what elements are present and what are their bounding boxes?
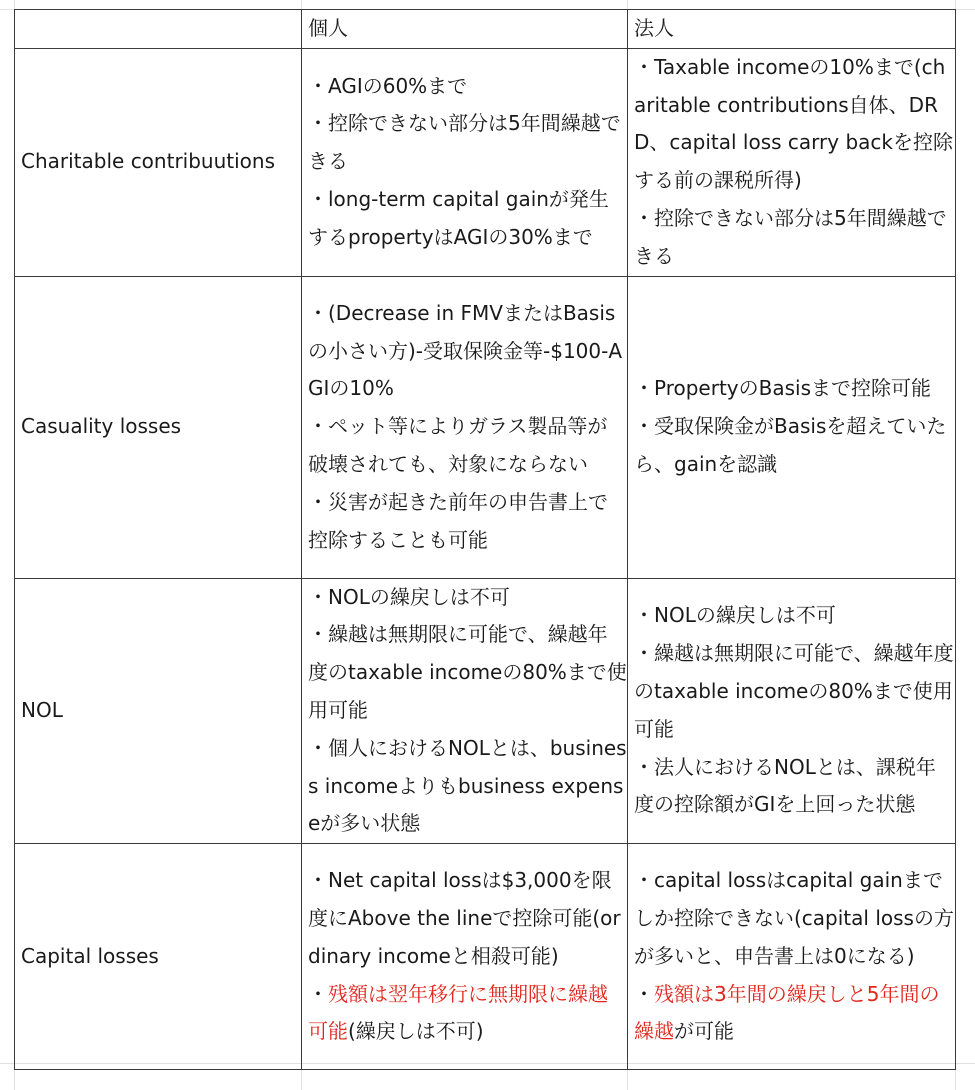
bullet-item (308, 730, 627, 843)
cell-text: ・PropertyのBasisまで控除可能 (634, 376, 932, 401)
bullet-item (634, 200, 955, 276)
bullet-item (308, 862, 627, 975)
cell-text: ・受取保険金がBasisを超えていたら、gainを認識 (634, 414, 947, 476)
cell-text: (繰戻しは不可) (348, 1019, 484, 1044)
cell-individual[interactable] (302, 578, 628, 844)
cell-individual[interactable] (302, 48, 628, 276)
cell-text: が可能 (674, 1019, 734, 1044)
bullet-item (634, 49, 955, 200)
cell-individual[interactable] (302, 844, 628, 1070)
header-row (15, 10, 956, 49)
cell-text: ・控除できない部分は5年間繰越できる (308, 111, 621, 174)
cell-text: ・個人におけるNOLとは、business incomeよりもbusiness expenseが多い状態 (308, 735, 627, 836)
bullet-item (308, 181, 627, 257)
cell-text: ・capital lossはcapital gainまでしか控除できない(capital lossの方が多いと、申告書上は0になる) (634, 868, 954, 968)
cell-individual[interactable] (302, 276, 628, 578)
cell-text: ・繰越は無期限に可能で、繰越年度のtaxable incomeの80%まで使用可能 (308, 622, 627, 722)
bullet-item (308, 105, 627, 181)
cell-text: ・ (308, 981, 328, 1006)
row-label-capital-losses[interactable]: Capital losses (15, 844, 302, 1070)
bullet-item (634, 597, 955, 635)
row-label-nol[interactable]: NOL (15, 578, 302, 844)
cell-corporate[interactable] (628, 48, 956, 276)
header-cell-corporate[interactable]: 法人 (628, 10, 956, 49)
header-cell-individual[interactable]: 個人 (302, 10, 628, 49)
bullet-item (308, 408, 627, 484)
bullet-item (634, 749, 955, 825)
row-label-casualty[interactable]: Casuality losses (15, 276, 302, 578)
bullet-item (634, 976, 955, 1052)
cell-corporate[interactable] (628, 276, 956, 578)
cell-text: ・NOLの繰戻しは不可 (308, 584, 510, 609)
cell-text: ・AGIの60%まで (308, 73, 468, 98)
bullet-item (308, 616, 627, 729)
cell-text: ・Taxable incomeの10%まで(charitable contributions自体、DRD、capital loss carry backを控除する前の課税所得) (634, 54, 953, 193)
row-label-charitable[interactable]: Charitable contribuutions (15, 48, 302, 276)
highlighted-text: 残額は3年間の繰戻しと5年間の繰越 (634, 981, 940, 1044)
cell-text: ・ペット等によりガラス製品等が破壊されても、対象にならない (308, 414, 608, 476)
bullet-item (308, 68, 627, 106)
cell-text: ・NOLの繰戻しは不可 (634, 603, 836, 628)
cell-text: ・long-term capital gainが発生するpropertyはAGIの30%まで (308, 187, 609, 249)
cell-text: ・繰越は無期限に可能で、繰越年度のtaxable incomeの80%まで使用可能 (634, 641, 954, 741)
header-cell-corner[interactable] (15, 10, 302, 49)
bullet-item (634, 408, 955, 484)
cell-text: ・ (634, 981, 654, 1006)
cell-text: ・法人におけるNOLとは、課税年度の控除額がGIを上回った状態 (634, 754, 936, 817)
bullet-item (308, 295, 627, 408)
highlighted-text: 残額は翌年移行に無期限に繰越可能 (308, 981, 608, 1044)
bullet-item (308, 579, 627, 617)
cell-text: ・(Decrease in FMVまたはBasisの小さい方)-受取保険金等-$100-AGIの10% (308, 300, 623, 401)
bullet-item (634, 862, 955, 975)
cell-text: ・Net capital lossは$3,000を限度にAbove the lineで控除可能(ordinary incomeと相殺可能) (308, 868, 621, 968)
cell-corporate[interactable] (628, 578, 956, 844)
bullet-item (308, 484, 627, 560)
cell-corporate[interactable] (628, 844, 956, 1070)
comparison-table (14, 9, 956, 1070)
table-row (15, 844, 956, 1070)
cell-text: ・災害が起きた前年の申告書上で控除することも可能 (308, 489, 608, 552)
table-row (15, 276, 956, 578)
bullet-item (634, 635, 955, 748)
table-row (15, 48, 956, 276)
bullet-item (634, 370, 955, 408)
cell-text: ・控除できない部分は5年間繰越できる (634, 205, 947, 268)
table-row (15, 578, 956, 844)
bullet-item (308, 976, 627, 1052)
